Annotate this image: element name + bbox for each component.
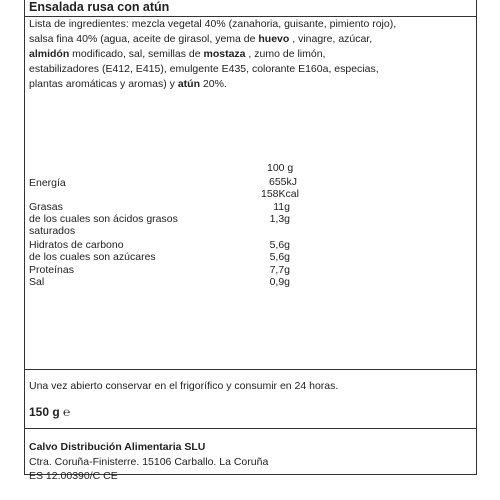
nutrition-row-label-cont: saturados <box>29 225 76 237</box>
storage-instructions: Una vez abierto conservar en el frigorífico y consumir en 24 horas. <box>29 380 339 392</box>
ingredient-text: Lista de ingredientes: mezcla vegetal 40% (zanahoria, guisante, pimiento rojo), <box>29 18 397 30</box>
ingredient-text: estabilizadores (E412, E415), emulgente E435, colorante E160a, especias, <box>29 63 379 75</box>
nutrition-energy-label: Energía <box>29 177 66 189</box>
nutrition-row-value: 1,3g <box>269 213 290 225</box>
nutrition-row-label: de los cuales son azúcares <box>29 251 156 263</box>
nutrition-row-value: 5,6g <box>269 251 290 263</box>
allergen-text: huevo <box>258 33 290 45</box>
ingredients-list <box>29 17 469 92</box>
ingredient-text: modificado, sal, semillas de <box>69 48 204 60</box>
nutrition-row-label: de los cuales son ácidos grasos <box>29 213 178 225</box>
allergen-text: atún <box>177 78 200 90</box>
nutrition-row-value: 7,7g <box>269 264 290 276</box>
product-title: Ensalada rusa con atún <box>29 0 170 14</box>
nutrition-row-label: Hidratos de carbono <box>29 239 124 251</box>
company-registry: ES 12.00390/C CE <box>29 470 118 482</box>
allergen-text: almidón <box>29 48 70 60</box>
nutrition-row-value: 11g <box>273 201 290 213</box>
nutrition-row-value: 0,9g <box>269 276 290 288</box>
allergen-text: mostaza <box>203 48 246 60</box>
storage-divider <box>25 369 476 370</box>
food-label <box>24 0 477 482</box>
estimated-sign-icon: ℮ <box>63 405 71 419</box>
nutrition-energy-kcal: 158Kcal <box>261 188 299 200</box>
company-divider <box>25 428 476 429</box>
company-address: Ctra. Coruña-Finisterre. 15106 Carballo. La Coruña <box>29 456 269 468</box>
nutrition-energy-kj: 655kJ <box>269 176 298 188</box>
nutrition-row-label: Sal <box>29 276 45 288</box>
company-name: Calvo Distribución Alimentaria SLU <box>29 441 206 453</box>
ingredient-text: salsa fina 40% (agua, aceite de girasol, yema de <box>29 33 259 45</box>
ingredient-text: 20%. <box>199 78 227 90</box>
nutrition-row-label: Proteínas <box>29 264 74 276</box>
net-weight <box>29 406 70 419</box>
ingredient-text: , vinagre, azúcar, <box>289 33 373 45</box>
net-weight-value: 150 g <box>29 405 60 419</box>
nutrition-row-label: Grasas <box>29 201 63 213</box>
ingredient-text: plantas aromáticas y aromas) y <box>29 78 178 90</box>
ingredient-text: , zumo de limón, <box>245 48 326 60</box>
nutrition-row-value: 5,6g <box>269 239 290 251</box>
nutrition-per-header: 100 g <box>267 162 294 174</box>
